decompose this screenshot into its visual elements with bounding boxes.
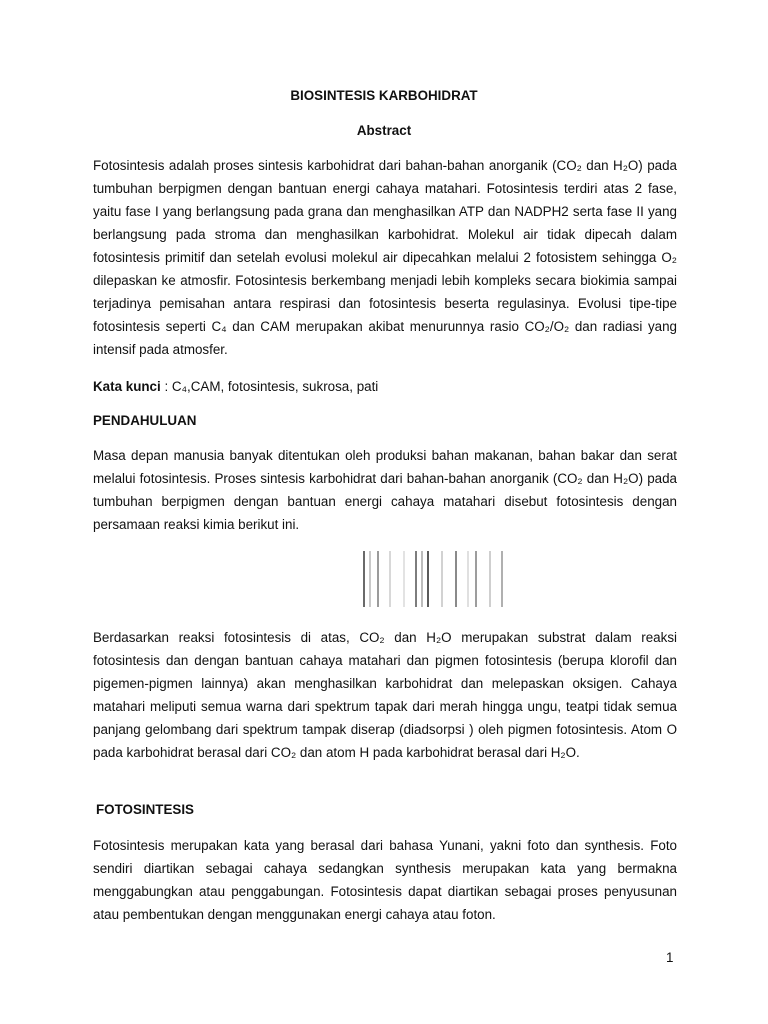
- abstract-paragraph: Fotosintesis adalah proses sintesis karbohidrat dari bahan-bahan anorganik (CO₂ dan H₂O) pada tumbuhan berpigmen dengan bantuan energi cahaya matahari. Fotosintesis terdiri atas 2 fase, yaitu fase I yang berlangsung pada grana dan menghasilkan ATP dan NADPH2 serta fase II yang berlangsung pada stroma dan menghasilkan karbohidrat. Molekul air tidak dipecah dalam fotosintesis primitif dan setelah evolusi molekul air dipecahkan melalui 2 fotosistem sehingga O₂ dilepaskan ke atmosfir. Fotosintesis berkembang menjadi lebih kompleks secara biokimia sampai terjadinya pemisahan antara respirasi dan fotosintesis beserta regulasinya. Evolusi tipe-tipe fotosintesis seperti C₄ dan CAM merupakan akibat menurunnya rasio CO₂/O₂ dan radiasi yang intensif pada atmosfer.: [93, 158, 677, 357]
- pendahuluan-paragraph-1: Masa depan manusia banyak ditentukan oleh produksi bahan makanan, bahan bakar dan serat melalui fotosintesis. Proses sintesis karbohidrat dari bahan-bahan anorganik (CO₂ dan H₂O) pada tumbuhan berpigmen dengan bantuan energi cahaya matahari disebut fotosintesis dengan persamaan reaksi kimia berikut ini.: [93, 448, 677, 532]
- reaction-equation-image: [355, 551, 509, 607]
- keywords-label: Kata kunci: [93, 379, 161, 394]
- fotosintesis-paragraph-1: Fotosintesis merupakan kata yang berasal dari bahasa Yunani, yakni foto dan synthesis. Foto sendiri diartikan sebagai cahaya sedangkan synthesis merupakan kata yang bermakna menggabungkan atau penggabungan. Fotosintesis dapat diartikan sebagai proses penyusunan atau pembentukan dengan menggunakan energi cahaya atau foton.: [93, 838, 677, 922]
- page-number: 1: [666, 950, 674, 965]
- keywords-text: : C₄,CAM, fotosintesis, sukrosa, pati: [160, 379, 379, 394]
- pendahuluan-paragraph-2: Berdasarkan reaksi fotosintesis di atas, CO₂ dan H₂O merupakan substrat dalam reaksi fotosintesis dan dengan bantuan cahaya matahari dan pigmen fotosintesis (berupa klorofil dan pigemen-pigmen lainnya) akan menghasilkan karbohidrat dan melepaskan oksigen. Cahaya matahari meliputi semua warna dari spektrum tapak dari merah hingga ungu, teatpi tidak semua panjang gelombang dari spektrum tampak diserap (diadsorpsi ) oleh pigmen fotosintesis. Atom O pada karbohidrat berasal dari CO₂ dan atom H pada karbohidrat berasal dari H₂O.: [93, 630, 677, 760]
- section-heading-pendahuluan: PENDAHULUAN: [93, 413, 197, 428]
- section-heading-fotosintesis: FOTOSINTESIS: [96, 802, 194, 817]
- document-title: BIOSINTESIS KARBOHIDRAT: [290, 88, 478, 103]
- abstract-heading: Abstract: [356, 123, 412, 138]
- keywords-line: [93, 375, 677, 398]
